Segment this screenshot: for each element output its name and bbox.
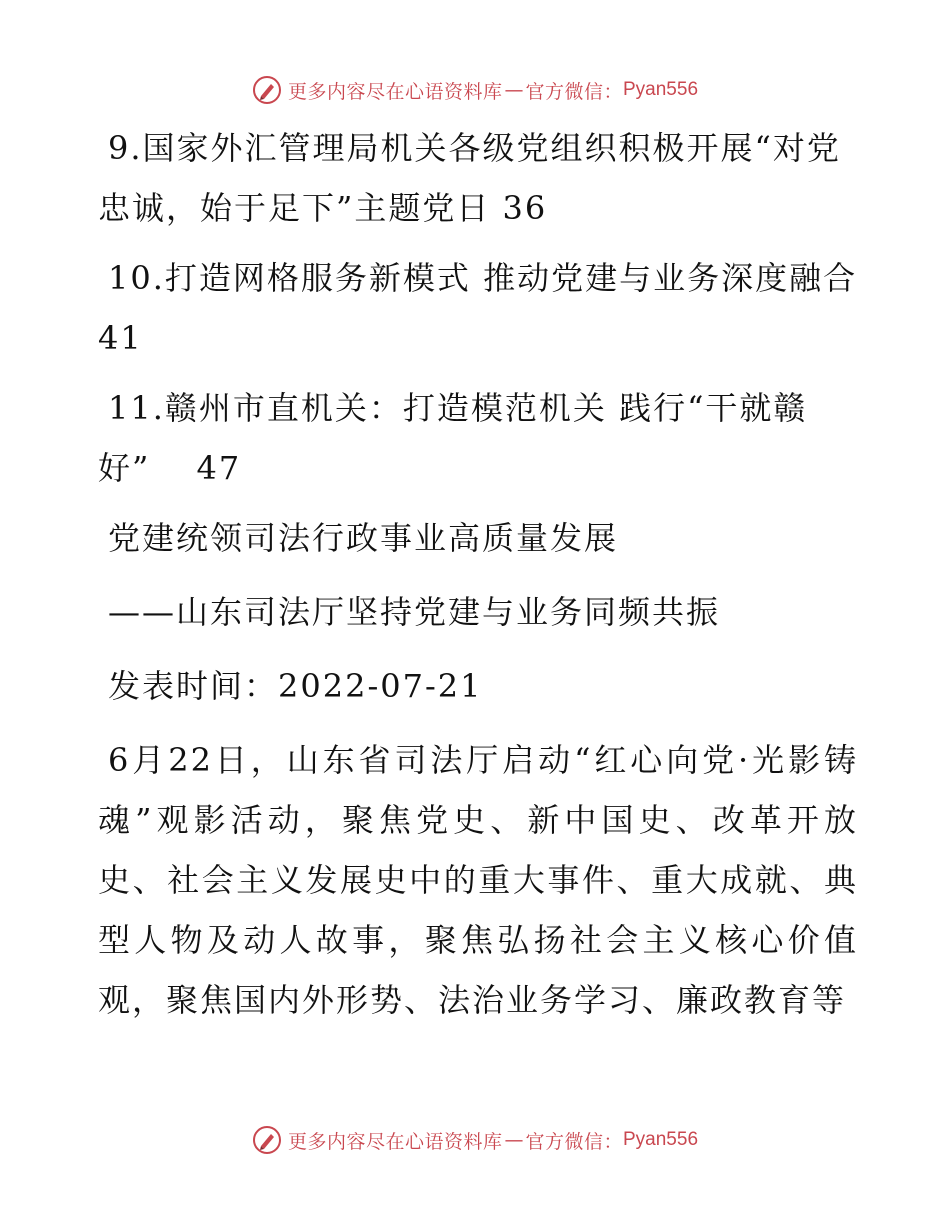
article-subtitle: ——山东司法厅坚持党建与业务同频共振 [108, 593, 721, 631]
document-content [98, 118, 858, 1040]
watermark-text: 更多内容尽在心语资料库 [287, 80, 503, 103]
article-body: 6月22日，山东省司法厅启动“红心向党·光影铸魂”观影活动，聚焦党史、新中国史、改革开放史、社会主义发展史中的重大事件、重大成就、典型人物及动人故事，聚焦弘扬社会主义核心价值观，聚焦国内外形势、法治业务学习、廉政教育等 [98, 741, 858, 1019]
watermark-wechat-id: Pyan556 [623, 1129, 699, 1150]
watermark-text: 更多内容尽在心语资料库 [287, 1130, 503, 1153]
pen-logo-icon [252, 75, 282, 105]
header-watermark [0, 70, 950, 110]
footer-watermark [0, 1120, 950, 1160]
toc-item-9: 9.国家外汇管理局机关各级党组织积极开展“对党忠诚，始于足下”主题党日 36 [98, 129, 841, 227]
watermark-wechat-id: Pyan556 [623, 79, 699, 100]
article-title: 党建统领司法行政事业高质量发展 [108, 519, 619, 557]
watermark-wechat-label: 官方微信： [525, 1130, 623, 1153]
watermark-wechat-label: 官方微信： [525, 80, 623, 103]
watermark-separator: — [504, 79, 524, 101]
toc-item-11: 11.赣州市直机关：打造模范机关 践行“干就赣好” 47 [98, 389, 808, 487]
publish-date: 发表时间：2022-07-21 [108, 667, 483, 705]
toc-item-10: 10.打造网格服务新模式 推动党建与业务深度融合 41 [98, 259, 858, 357]
watermark-separator: — [504, 1129, 524, 1151]
pen-logo-icon [252, 1125, 282, 1155]
